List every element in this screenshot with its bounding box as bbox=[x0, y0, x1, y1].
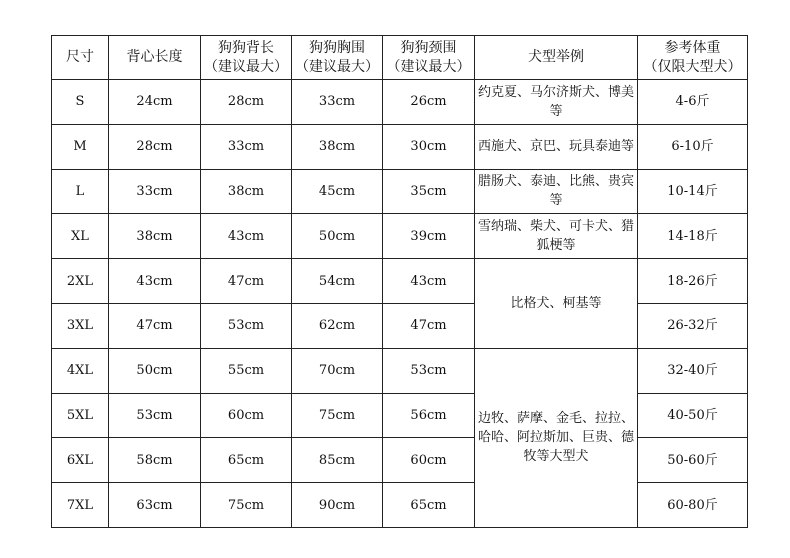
chest-cell: 62cm bbox=[292, 303, 383, 348]
weight-cell: 6-10斤 bbox=[638, 124, 748, 169]
chest-cell: 50cm bbox=[292, 214, 383, 259]
weight-cell: 60-80斤 bbox=[638, 483, 748, 528]
chest-cell: 38cm bbox=[292, 124, 383, 169]
table-row bbox=[52, 124, 748, 169]
chest-cell: 33cm bbox=[292, 80, 383, 125]
breed-cell: 边牧、萨摩、金毛、拉拉、哈哈、阿拉斯加、巨贵、德牧等大型犬 bbox=[475, 348, 638, 527]
table-row bbox=[52, 348, 748, 393]
vest-length-cell: 28cm bbox=[109, 124, 201, 169]
back-length-cell: 65cm bbox=[201, 438, 292, 483]
header-weight bbox=[638, 36, 748, 80]
weight-cell: 18-26斤 bbox=[638, 259, 748, 304]
header-chest bbox=[292, 36, 383, 80]
chest-cell: 85cm bbox=[292, 438, 383, 483]
neck-cell: 60cm bbox=[383, 438, 475, 483]
back-length-cell: 47cm bbox=[201, 259, 292, 304]
header-back-length-label: 狗狗背长 bbox=[218, 39, 274, 56]
table-row bbox=[52, 393, 748, 438]
back-length-cell: 53cm bbox=[201, 303, 292, 348]
size-cell: XL bbox=[52, 214, 109, 259]
size-cell: L bbox=[52, 169, 109, 214]
table-row bbox=[52, 169, 748, 214]
header-back-length-note: （建议最大） bbox=[204, 58, 288, 75]
header-weight-note: （仅限大型犬） bbox=[643, 58, 742, 75]
neck-cell: 39cm bbox=[383, 214, 475, 259]
chest-cell: 90cm bbox=[292, 483, 383, 528]
table-row bbox=[52, 303, 748, 348]
neck-cell: 53cm bbox=[383, 348, 475, 393]
size-cell: M bbox=[52, 124, 109, 169]
breed-cell: 西施犬、京巴、玩具泰迪等 bbox=[475, 124, 638, 169]
table-row bbox=[52, 259, 748, 304]
breed-cell: 腊肠犬、泰迪、比熊、贵宾等 bbox=[475, 169, 638, 214]
chest-cell: 75cm bbox=[292, 393, 383, 438]
vest-length-cell: 43cm bbox=[109, 259, 201, 304]
vest-length-cell: 63cm bbox=[109, 483, 201, 528]
back-length-cell: 55cm bbox=[201, 348, 292, 393]
weight-cell: 32-40斤 bbox=[638, 348, 748, 393]
header-chest-label: 狗狗胸围 bbox=[309, 39, 365, 56]
size-cell: 7XL bbox=[52, 483, 109, 528]
vest-length-cell: 50cm bbox=[109, 348, 201, 393]
header-weight-label: 参考体重 bbox=[664, 39, 721, 56]
header-vest-length: 背心长度 bbox=[109, 36, 201, 80]
weight-cell: 50-60斤 bbox=[638, 438, 748, 483]
neck-cell: 26cm bbox=[383, 80, 475, 125]
size-cell: 4XL bbox=[52, 348, 109, 393]
back-length-cell: 60cm bbox=[201, 393, 292, 438]
back-length-cell: 43cm bbox=[201, 214, 292, 259]
header-row bbox=[52, 36, 748, 80]
back-length-cell: 28cm bbox=[201, 80, 292, 125]
neck-cell: 30cm bbox=[383, 124, 475, 169]
weight-cell: 14-18斤 bbox=[638, 214, 748, 259]
vest-length-cell: 38cm bbox=[109, 214, 201, 259]
breed-cell: 比格犬、柯基等 bbox=[475, 259, 638, 349]
back-length-cell: 33cm bbox=[201, 124, 292, 169]
table-row bbox=[52, 483, 748, 528]
weight-cell: 10-14斤 bbox=[638, 169, 748, 214]
header-size: 尺寸 bbox=[52, 36, 109, 80]
vest-length-cell: 47cm bbox=[109, 303, 201, 348]
table-row bbox=[52, 214, 748, 259]
vest-length-cell: 58cm bbox=[109, 438, 201, 483]
weight-cell: 40-50斤 bbox=[638, 393, 748, 438]
weight-cell: 26-32斤 bbox=[638, 303, 748, 348]
chest-cell: 54cm bbox=[292, 259, 383, 304]
chest-cell: 45cm bbox=[292, 169, 383, 214]
header-chest-note: （建议最大） bbox=[295, 58, 379, 75]
header-back-length bbox=[201, 36, 292, 80]
table-row bbox=[52, 438, 748, 483]
weight-cell: 4-6斤 bbox=[638, 80, 748, 125]
back-length-cell: 75cm bbox=[201, 483, 292, 528]
neck-cell: 65cm bbox=[383, 483, 475, 528]
table-row bbox=[52, 80, 748, 125]
size-cell: 5XL bbox=[52, 393, 109, 438]
header-neck-label: 狗狗颈围 bbox=[400, 39, 457, 56]
header-neck-note: （建议最大） bbox=[386, 58, 471, 75]
size-chart-table bbox=[51, 35, 748, 528]
vest-length-cell: 33cm bbox=[109, 169, 201, 214]
size-cell: 3XL bbox=[52, 303, 109, 348]
size-cell: S bbox=[52, 80, 109, 125]
neck-cell: 47cm bbox=[383, 303, 475, 348]
vest-length-cell: 24cm bbox=[109, 80, 201, 125]
breed-cell: 约克夏、马尔济斯犬、博美等 bbox=[475, 80, 638, 125]
size-cell: 6XL bbox=[52, 438, 109, 483]
header-breed: 犬型举例 bbox=[475, 36, 638, 80]
neck-cell: 56cm bbox=[383, 393, 475, 438]
size-cell: 2XL bbox=[52, 259, 109, 304]
neck-cell: 43cm bbox=[383, 259, 475, 304]
vest-length-cell: 53cm bbox=[109, 393, 201, 438]
breed-cell: 雪纳瑞、柴犬、可卡犬、猎狐梗等 bbox=[475, 214, 638, 259]
header-neck bbox=[383, 36, 475, 80]
chest-cell: 70cm bbox=[292, 348, 383, 393]
neck-cell: 35cm bbox=[383, 169, 475, 214]
back-length-cell: 38cm bbox=[201, 169, 292, 214]
